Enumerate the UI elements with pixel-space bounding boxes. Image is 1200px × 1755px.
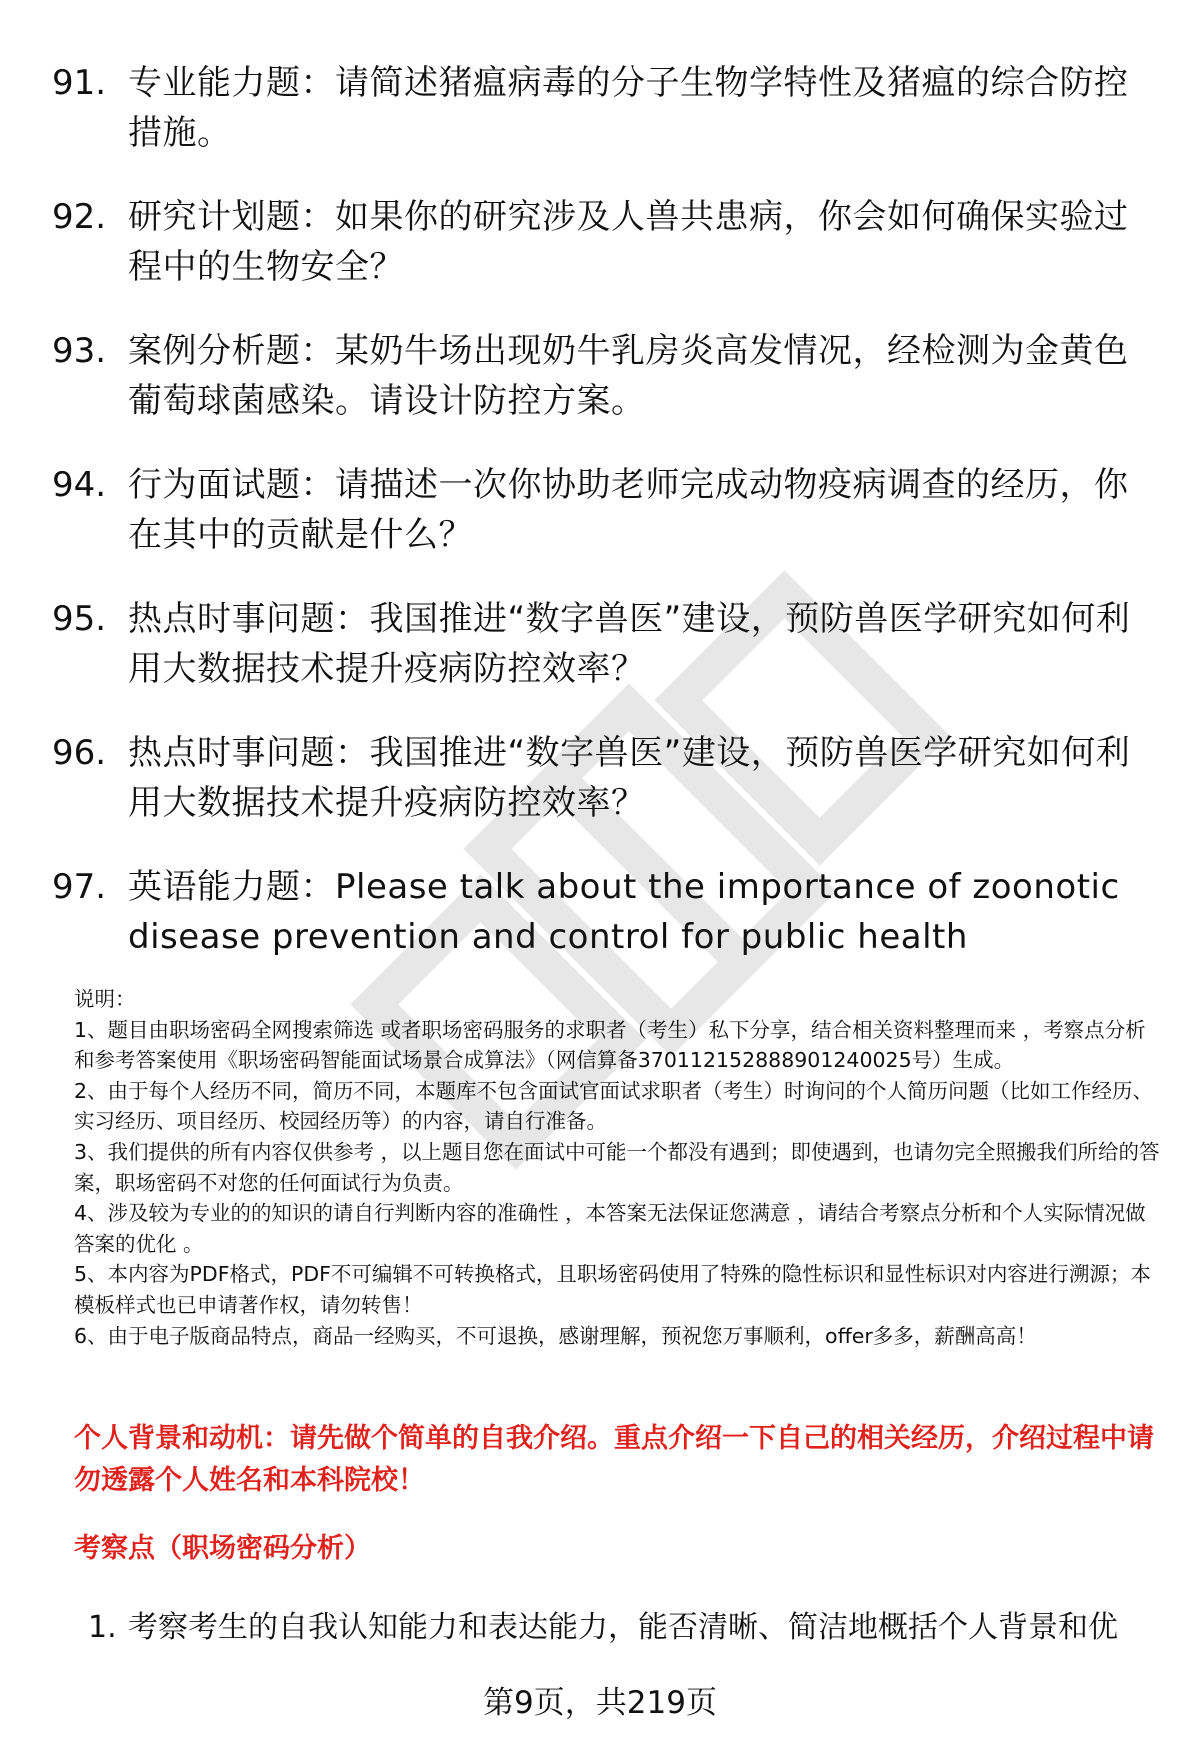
analysis-text: 考察考生的自我认知能力和表达能力，能否清晰、简洁地概括个人背景和优: [128, 1610, 1118, 1645]
question-text: 热点时事问题：我国推进“数字兽医”建设，预防兽医学研究如何利用大数据技术提升疫病防控效率？: [128, 733, 1131, 823]
background-question: 个人背景和动机：请先做个简单的自我介绍。重点介绍一下自己的相关经历，介绍过程中请勿透露个人姓名和本科院校！: [74, 1423, 1154, 1496]
question-list: [52, 58, 1162, 996]
question-item: [52, 460, 1162, 560]
analysis-heading: 考察点（职场密码分析）: [74, 1533, 371, 1564]
note-item: 1、题目由职场密码全网搜索筛选 或者职场密码服务的求职者（考生）私下分享，结合相关资料整理而来 ，考察点分析和参考答案使用《职场密码智能面试场景合成算法》（网信算备370112152888901240025号）生成。: [74, 1017, 1146, 1073]
note-item: 6、由于电子版商品特点，商品一经购买，不可退换，感谢理解，预祝您万事顺利，offer多多，薪酬高高！: [74, 1323, 1037, 1348]
question-text: 案例分析题：某奶牛场出现奶牛乳房炎高发情况，经检测为金黄色葡萄球菌感染。请设计防控方案。: [128, 331, 1129, 421]
page-footer: 第9页，共219页: [483, 1685, 717, 1721]
note-item: 5、本内容为PDF格式，PDF不可编辑不可转换格式，且职场密码使用了特殊的隐性标识和显性标识对内容进行溯源；本模板样式也已申请著作权，请勿转售！: [74, 1262, 1151, 1317]
notes-title: 说明：: [74, 987, 136, 1011]
note-item: 3、我们提供的所有内容仅供参考 ，以上题目您在面试中可能一个都没有遇到；即使遇到，也请勿完全照搬我们所给的答案，职场密码不对您的任何面试行为负责。: [74, 1139, 1160, 1195]
notes-section: [74, 984, 1164, 1351]
question-number: 95.: [52, 599, 107, 639]
note-item: 4、涉及较为专业的的知识的请自行判断内容的准确性 ，本答案无法保证您满意 ，请结合考察点分析和个人实际情况做答案的优化 。: [74, 1201, 1146, 1256]
question-text: 行为面试题：请描述一次你协助老师完成动物疫病调查的经历，你在其中的贡献是什么？: [128, 465, 1129, 555]
question-text: 专业能力题：请简述猪瘟病毒的分子生物学特性及猪瘟的综合防控措施。: [128, 63, 1129, 153]
question-item: [52, 192, 1162, 292]
question-item: [52, 58, 1162, 158]
question-number: 92.: [52, 197, 107, 237]
question-item: [52, 728, 1162, 828]
question-number: 93.: [52, 331, 107, 371]
question-item: [52, 594, 1162, 694]
question-number: 91.: [52, 63, 107, 103]
question-number: 96.: [52, 733, 107, 773]
question-number: 94.: [52, 465, 107, 505]
note-item: 2、由于每个人经历不同，简历不同，本题库不包含面试官面试求职者（考生）时询问的个人简历问题（比如工作经历、实习经历、项目经历、校园经历等）的内容，请自行准备。: [74, 1078, 1154, 1134]
analysis-item: [88, 1605, 1168, 1651]
question-item: [52, 862, 1162, 962]
question-number: 97.: [52, 867, 107, 907]
question-text: 研究计划题：如果你的研究涉及人兽共患病，你会如何确保实验过程中的生物安全？: [128, 197, 1129, 287]
question-text: 英语能力题：Please talk about the importance of zoonotic disease prevention and control for public health: [128, 867, 1120, 957]
analysis-number: 1.: [88, 1610, 117, 1645]
question-text: 热点时事问题：我国推进“数字兽医”建设，预防兽医学研究如何利用大数据技术提升疫病防控效率？: [128, 599, 1131, 689]
question-item: [52, 326, 1162, 426]
